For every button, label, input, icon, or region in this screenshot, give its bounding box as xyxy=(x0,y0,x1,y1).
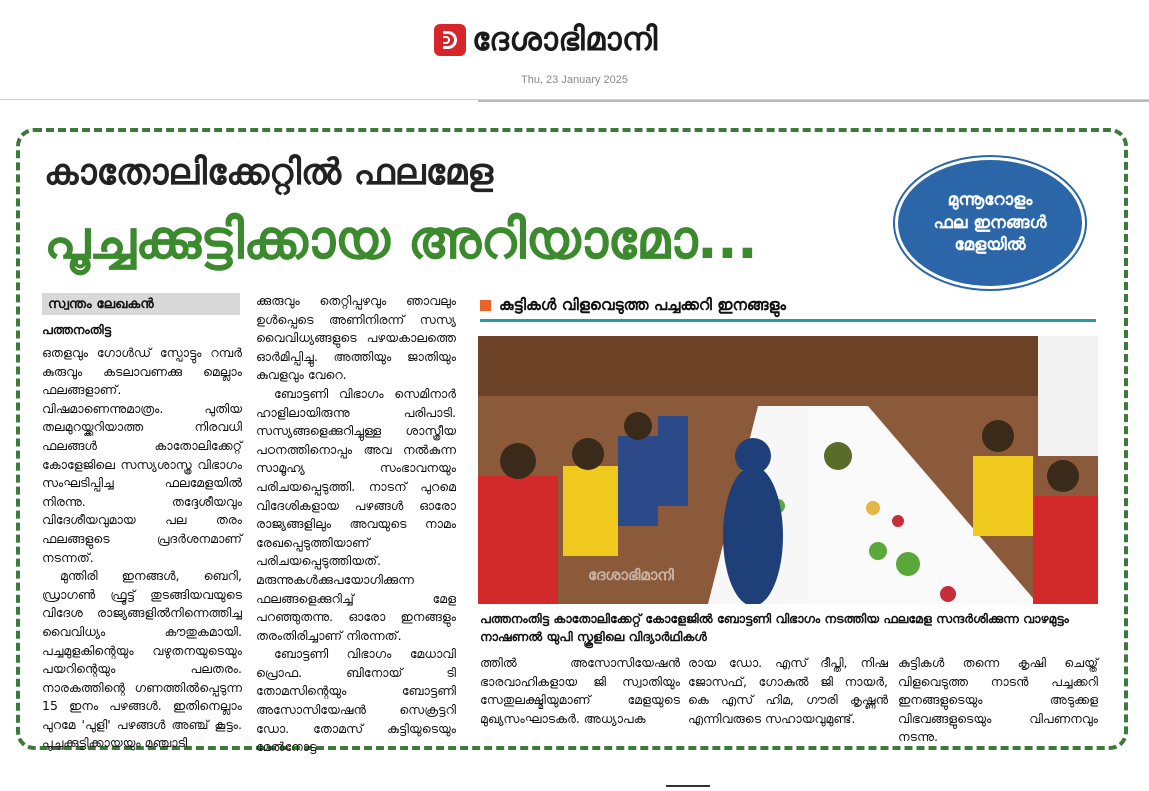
badge-line-3: മേളയിൽ xyxy=(954,235,1026,256)
paragraph: ബോട്ടണി വിഭാഗം മേധാവി പ്രൊഫ. ബിനോയ് ടി തോമസിന്റെയും ബോട്ടണി അസോസിയേഷൻ സെക്രട്ടറി ഡോ. തോമസ് കുട്ടിയുടെയും മേൽനോട്ട xyxy=(256,646,456,755)
square-bullet-icon xyxy=(480,300,491,311)
photo-section-heading-text: കുട്ടികൾ വിളവെടുത്ത പച്ചക്കറി ഇനങ്ങളും xyxy=(499,296,787,314)
paragraph: ക്കുരുവും തെറ്റിപ്പഴവും ഞാവലും ഉൾപ്പെടെ അണിനിരന്ന് സസ്യ വൈവിധ്യങ്ങളുടെ പഴയകാലത്തെ ഓർമിപ്പിച്ചു. അത്തിയും ജാതിയും കുവളവും വേറെ. xyxy=(256,293,456,383)
logo-icon xyxy=(434,24,466,56)
edition-date: Thu, 23 January 2025 xyxy=(520,74,629,86)
page-scroll-indicator[interactable] xyxy=(666,785,710,787)
highlight-badge xyxy=(898,160,1082,286)
body-column-4 xyxy=(688,654,888,728)
byline: സ്വന്തം ലേഖകൻ xyxy=(42,293,240,315)
body-column-1 xyxy=(42,344,242,753)
paragraph: ത്തിൽ അസോസിയേഷൻ ഭാരവാഹികളായ ജി സ്വാതിയും സേതുലക്ഷ്മിയുമാണ് മേളയുടെ മുഖ്യസംഘാടകർ. അധ്യാപക xyxy=(480,655,680,726)
logo[interactable] xyxy=(434,20,658,59)
article-headline: പൂച്ചക്കുട്ടിക്കായ അറിയാമോ... xyxy=(44,208,758,271)
body-column-2 xyxy=(256,292,456,757)
article-photo[interactable] xyxy=(478,336,1098,604)
photo-illustration xyxy=(478,336,1098,604)
paragraph: ഒതളവും ഗോൾഡ് സ്പോട്ടും റമ്പർ കുരുവും കടലാവണക്കു മെല്ലാം ഫലങ്ങളാണ്. വിഷമാണെന്നുമാത്രം. പുതിയ തലമുറയ്ക്കറിയാത്ത നിരവധി ഫലങ്ങൾ കാതോലിക്കേറ്റ് കോളേജിലെ സസ്യശാസ്ത്ര വിഭാഗം സംഘടിപ്പിച്ച ഫലമേളയിൽ നിരന്നു. തദ്ദേശീയവും വിദേശീയവുമായ പല തരം ഫലങ്ങളുടെ പ്രദർശനമാണ് നടന്നത്. xyxy=(42,345,242,565)
section-rule xyxy=(480,319,1096,322)
body-column-5 xyxy=(898,654,1098,747)
paragraph: കുട്ടികൾ തന്നെ കൃഷി ചെയ്ത് വിളവെടുത്ത നാടൻ പച്ചക്കറി ഇനങ്ങളുടെയും അടുക്കള വിഭവങ്ങളുടെയും വിപണനവും നടന്നു. xyxy=(898,655,1098,745)
masthead-divider-thick xyxy=(478,100,1149,102)
logo-text: ദേശാഭിമാനി xyxy=(472,20,658,58)
badge-line-1: മുന്നൂറോളം xyxy=(947,189,1033,210)
paragraph: മുന്തിരി ഇനങ്ങൾ, ബെറി, ഡ്രാഗൺ ഫ്രൂട്ട് തുടങ്ങിയവയുടെ വിദേശ രാജ്യങ്ങളിൽനിന്നെത്തിച്ച വൈവിധ്യം കൗതുകമായി. പച്ചമുളകിന്റെയും വഴുതനയുടെയും പയറിന്റെയും പലതരം. നാരകത്തിന്റെ ഗണത്തിൽപ്പെടുന്ന 15 ഇനം പഴങ്ങൾ. ഇതിനെല്ലാം പുറമേ 'പുളി' പഴങ്ങൾ അഞ്ച് കൂട്ടം. പൂച്ചക്കുട്ടിക്കായയും മഞ്ചാടി xyxy=(42,568,242,751)
body-column-3 xyxy=(480,654,680,728)
photo-section-heading xyxy=(480,296,786,315)
article-kicker: കാതോലിക്കേറ്റിൽ ഫലമേള xyxy=(44,152,494,193)
photo-caption: പത്തനംതിട്ട കാതോലിക്കേറ്റ് കോളേജിൽ ബോട്ടണി വിഭാഗം നടത്തിയ ഫലമേള സന്ദർശിക്കുന്ന വാഴമുട്ടം നാഷണൽ യുപി സ്കൂളിലെ വിദ്യാർഥികൾ xyxy=(480,611,1069,644)
photo-watermark: ദേശാഭിമാനി xyxy=(588,566,674,584)
masthead xyxy=(0,0,1149,100)
dateline: പത്തനംതിട്ട xyxy=(42,322,112,337)
badge-line-2: ഫല ഇനങ്ങൾ xyxy=(933,212,1047,233)
paragraph: ബോട്ടണി വിഭാഗം സെമിനാർ ഹാളിലായിരുന്നു പരിപാടി. സസ്യങ്ങളെക്കുറിച്ചുള്ള ശാസ്ത്രീയ പഠനത്തിനൊപ്പം അവ നൽകുന്ന സാമൂഹ്യ സംഭാവനയും പരിചയപ്പെടുത്തി. നാടന് പുറമെ വിദേശികളായ പഴങ്ങൾ ഓരോ രാജ്യങ്ങളിലും അവയുടെ നാമം രേഖപ്പെടുത്തിയാണ് പരിചയപ്പെടുത്തിയത്. മരുന്നുകൾക്കുപയോഗിക്കുന്ന ഫലങ്ങളെക്കുറിച്ച് മേള പറഞ്ഞുതന്നു. ഓരോ ഇനങ്ങളും തരംതിരിച്ചാണ് നിരന്നത്. xyxy=(256,385,456,643)
paragraph: രായ ഡോ. എസ് ദീപ്തി, നിഷ ജോസഫ്, ഗോകുൽ ജി നായർ, കെ എസ് ഹിമ, ഗൗരി കൃഷ്ണൻ എന്നിവരുടെ സഹായവുമുണ്ട്. xyxy=(688,655,888,726)
